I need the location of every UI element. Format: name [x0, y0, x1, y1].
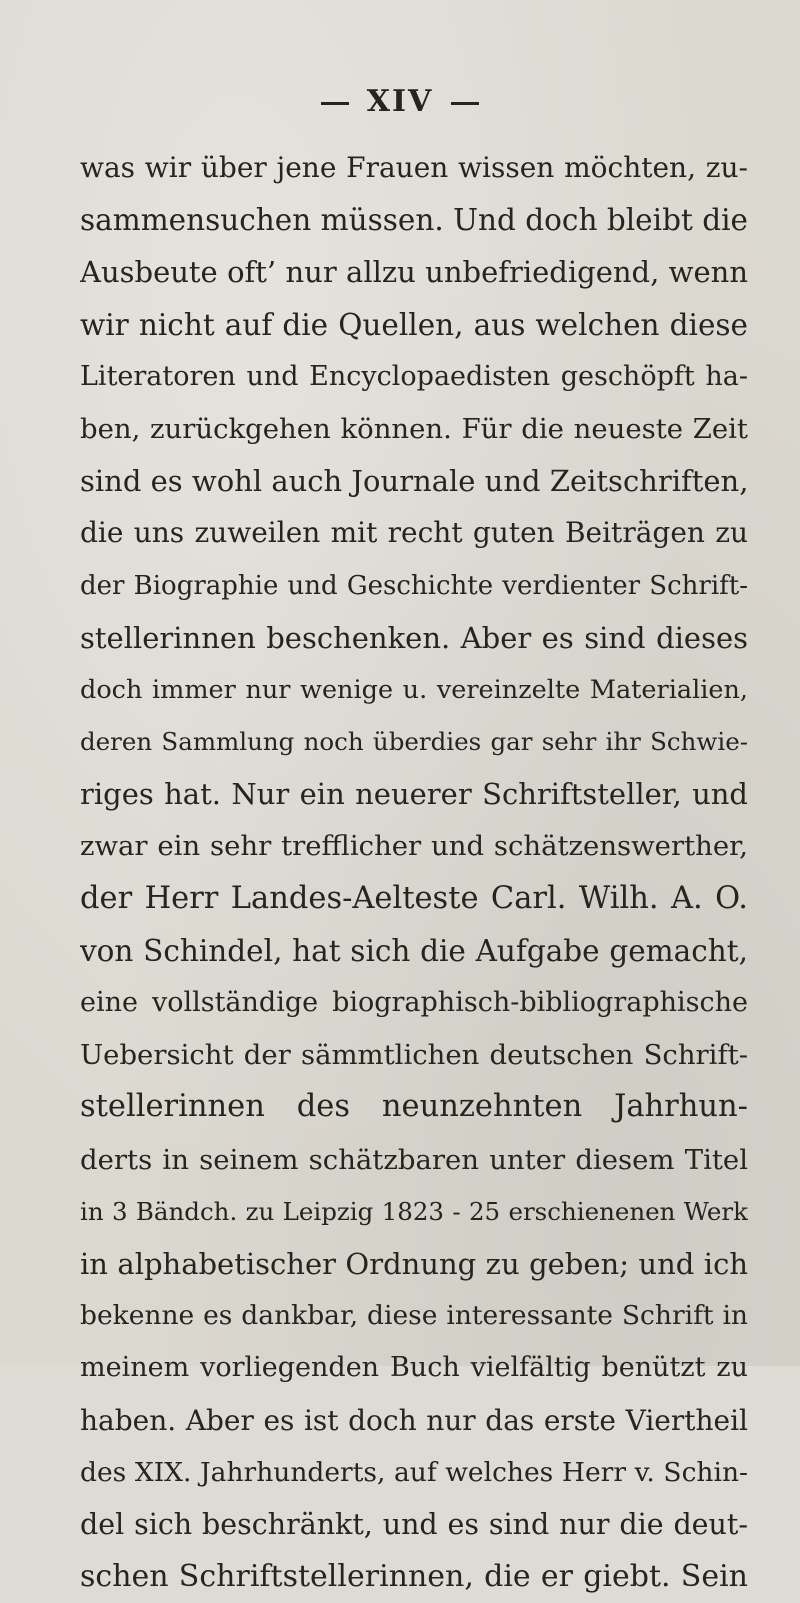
text-line: wir nicht auf die Quellen, aus welchen diese — [80, 307, 748, 342]
text-line: die uns zuweilen mit recht guten Beiträgen zu — [80, 516, 748, 550]
text-line: was wir über jene Frauen wissen möchten, zu- — [80, 151, 748, 184]
text-line: in alphabetischer Ordnung zu geben; und ich — [80, 1246, 748, 1281]
text-line: riges hat. Nur ein neuerer Schriftsteller, und — [80, 777, 748, 812]
text-line: derts in seinem schätzbaren unter diesem Titel — [80, 1143, 748, 1176]
text-line: del sich beschränkt, und es sind nur die deut- — [80, 1507, 748, 1541]
text-line: Literatoren und Encyclopaedisten geschöpft ha- — [80, 360, 748, 392]
text-line: stellerinnen beschenken. Aber es sind dieses — [80, 620, 748, 655]
text-line: sind es wohl auch Journale und Zeitschriften, — [80, 464, 748, 499]
text-line: der Herr Landes-Aelteste Carl. Wilh. A. O. — [80, 880, 748, 916]
text-line: der Biographie und Geschichte verdienter Schrift- — [80, 570, 748, 601]
text-line: sammensuchen müssen. Und doch bleibt die — [80, 203, 748, 238]
body-text — [80, 142, 748, 1603]
page-header — [0, 84, 800, 119]
text-line: deren Sammlung noch überdies gar sehr ihr Schwie- — [80, 727, 748, 757]
text-line: stellerinnen des neunzehnten Jahrhun- — [80, 1089, 748, 1125]
text-line: bekenne es dankbar, diese interessante Schrift in — [80, 1300, 748, 1332]
text-line: eine vollständige biographisch-bibliographische — [80, 987, 748, 1018]
text-line: schen Schriftstellerinnen, die er giebt. Sein — [80, 1559, 748, 1595]
text-line: Uebersicht der sämmtlichen deutschen Schrift- — [80, 1039, 748, 1072]
text-line: zwar ein sehr trefflicher und schätzenswerther, — [80, 830, 748, 863]
text-line: Ausbeute oft’ nur allzu unbefriedigend, wenn — [80, 255, 748, 290]
text-line: des XIX. Jahrhunderts, auf welches Herr v. Schin- — [80, 1456, 748, 1488]
text-line: ben, zurückgehen können. Für die neueste Zeit — [80, 412, 748, 445]
text-line: haben. Aber es ist doch nur das erste Viertheil — [80, 1403, 748, 1437]
text-line: doch immer nur wenige u. vereinzelte Materialien, — [80, 674, 748, 705]
page-number: XIV — [366, 84, 434, 119]
header-dash-left — [321, 102, 349, 105]
header-dash-right — [451, 102, 479, 105]
text-line: in 3 Bändch. zu Leipzig 1823 - 25 erschienenen Werk — [80, 1196, 748, 1226]
text-line: von Schindel, hat sich die Aufgabe gemacht, — [80, 933, 748, 968]
text-line: meinem vorliegenden Buch vielfältig benützt zu — [80, 1352, 748, 1384]
